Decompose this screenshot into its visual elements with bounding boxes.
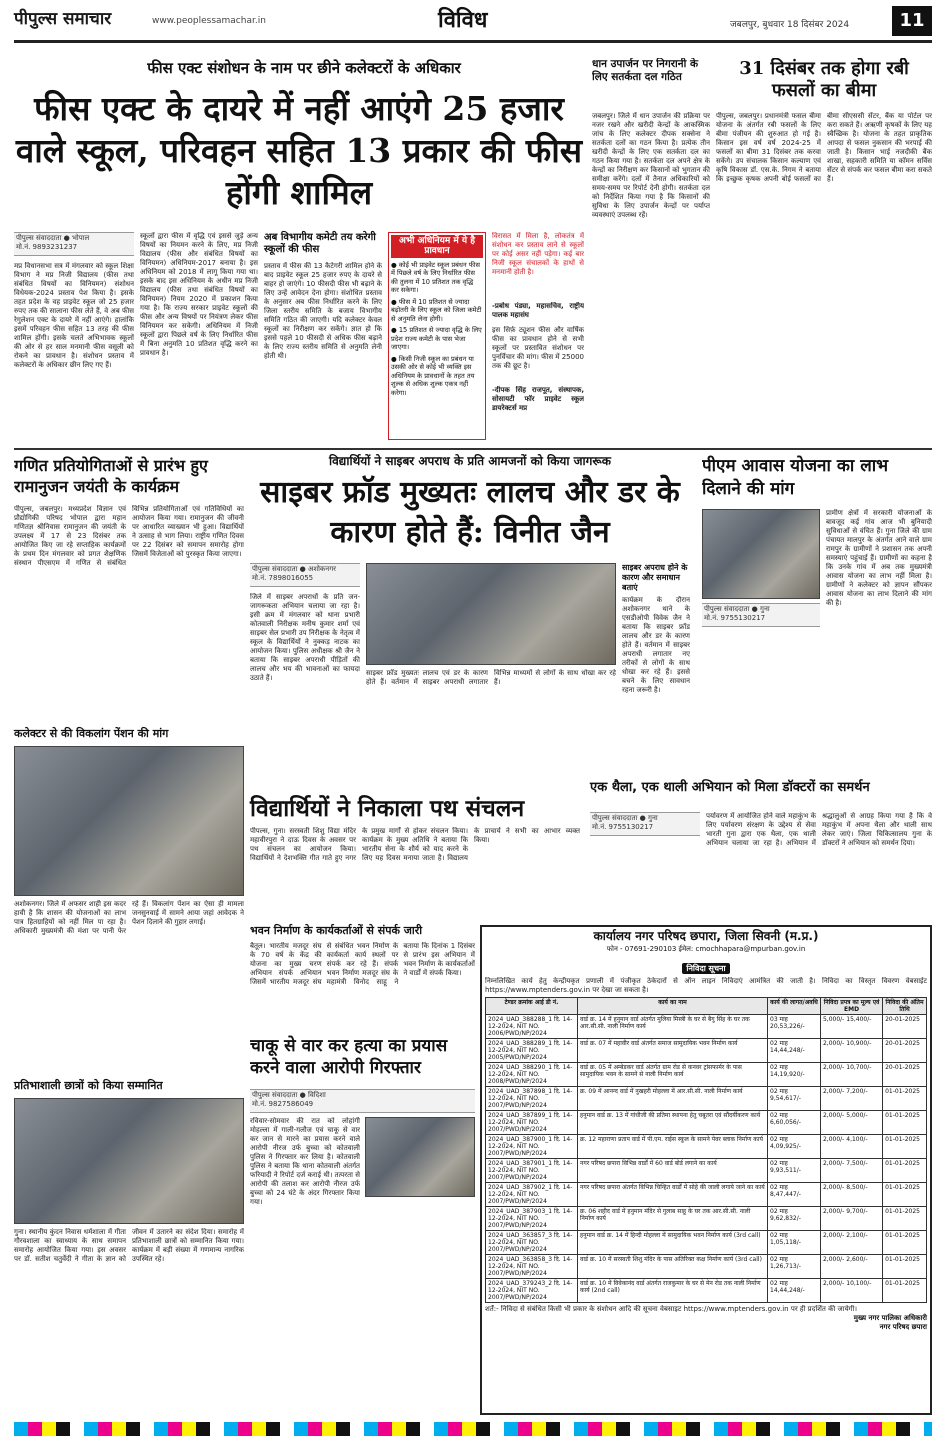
tender-column-header: निविदा प्रपत्र का मूल्य एवं EMD xyxy=(820,997,882,1014)
cyber-headline: साइबर फ्रॉड मुख्यतः लालच और डर के कारण होते हैं: विनीत जैन xyxy=(260,474,680,550)
collector-headline: कलेक्टर से की विकलांग पेंशन की मांग xyxy=(14,727,169,740)
provision-item: ● फीस में 10 प्रतिशत से ज्यादा बढ़ोतरी के लिए स्कूल को जिला कमेटी से अनुमति लेना होगी। xyxy=(391,297,482,323)
tender-cell: 2,000/- 8,500/- xyxy=(820,1182,882,1206)
tender-cell: क्र. 12 महाराणा प्रताप वार्ड में पी.एम. राईस स्कूल के सामने पेवर ब्लाक निर्माण कार्य xyxy=(578,1134,768,1158)
pratibha-text: गुना। स्थानीय कुंदन निवास धर्मशाला में गीता गौरवशाला का स्वाध्याय के साथ समापन समारोह आयोजित किया गया। इस अवसर पर डॉ. सतीश चतुर्वेदी ने गीता के ज्ञान को जीवन में उतारने का संदेश दिया। समारोह में प्रतिभाशाली छात्रों को सम्मानित किया गया। कार्यक्रम में बड़ी संख्या में गणमान्य नागरिक उपस्थित रहे। xyxy=(14,1228,244,1263)
lead-byline xyxy=(14,232,134,256)
tender-notice-title: निविदा सूचना xyxy=(682,963,729,974)
tender-office: कार्यालय नगर परिषद छपारा, जिला सिवनी (म.प्र.) xyxy=(593,929,819,943)
chaku-headline: चाकू से वार कर हत्या का प्रयास करने वाला आरोपी गिरफ्तार xyxy=(250,1036,448,1078)
byline-text: पीपुल्स संवाददाता ● गुना xyxy=(704,605,770,613)
ganit-text: पीपुल्स, जबलपुर। मध्यप्रदेश विज्ञान एवं प्रौद्योगिकी परिषद भोपाल द्वारा महान गणितज्ञ श्रीनिवास रामानुजन की जयंती के उपलक्ष्य में 17 से 23 दिसंबर तक आयोजित किए जा रहे सप्ताहिक कार्यक्रमों के प्रथम दिन मंगलवार को प्रगत शैक्षणिक संस्थान पीएसएम में गणित से संबंधित विभिन्न प्रतियोगिताओं एवं गतिविधियों का आयोजन किया गया। रामानुजन की जीवनी पर आधारित व्याख्यान भी हुआ। विद्यार्थियों ने उत्साह से भाग लिया। राष्ट्रीय गणित दिवस पर 22 दिसंबर को समापन समारोह होगा जिसमें विजेताओं को पुरस्कृत किया जाएगा। xyxy=(14,505,244,567)
lead-kicker: फीस एक्ट संशोधन के नाम पर छीने कलेक्टरों के अधिकार xyxy=(147,59,461,77)
tender-cell: 01-01-2025 xyxy=(883,1134,927,1158)
pm-text: प्रामीण क्षेत्रों में सरकारी योजनाओं के बावजूद कई गांव आज भी बुनियादी सुविधाओं से वंचित हैं। गुना जिले की ग्राम पंचायत मालपुर के अंतर्गत आने वाले ग्राम रामपुर के ग्रामीणों ने प्रशासन तक अपनी समस्याएं पहुंचाई हैं। ग्रामीणों का कहना है कि उनके गांव में अब तक मुख्यमंत्री आवास योजना का लाभ नहीं मिला है। ग्रामीणों ने कलेक्टर को ज्ञापन सौंपकर आवास योजना का लाभ दिलाने की मांग की है। xyxy=(826,509,932,607)
cyber-caption: साइबर फ्रॉड मुख्यतः लालच एवं डर के कारण होते हैं। वर्तमान में साइबर अपराधी लगातार विभिन्न माध्यमों से लोगों के साथ धोखा कर रहे हैं। xyxy=(366,669,616,686)
tender-cell: 2024_UAD_387901_1 दि. 14-12-2024, NIT NO. 2007/PWD/NP/2024 xyxy=(486,1158,578,1182)
chaku-text: रविवार-सोमवार की रात को लोहांगी मोहल्ला में गाली-गलौज एवं चाकू से वार कर जान से मारने का प्रयास करने वाले आरोपी नीरज उर्फ बुच्चा को कोतवाली पुलिस ने गिरफ्तार कर लिया है। कोतवाली पुलिस ने बताया कि थाना कोतवाली अंतर्गत फरियादी ने रिपोर्ट दर्ज कराई थी। तत्परता से आरोपी की तलाश कर आरोपी नीरज उर्फ बुच्चा को 24 घंटे के अंदर गिरफ्तार किया गया। xyxy=(250,1117,360,1206)
tender-row xyxy=(486,1014,927,1038)
lead-col3: प्रस्ताव में फीस की 13 कैटेगरी शामिल होने के बाद प्राइवेट स्कूल 25 हजार रुपए के दायरे से बाहर हो जाएंगे। 10 फीसदी फीस भी बढ़ाने के लिए उन्हें आवेदन देना होगा। संशोधित प्रस्ताव के अनुसार अब फीस निर्धारित करने के लिए जिला स्तरीय समिति के बजाय विभागीय समिति गठित की जाएगी। यदि कलेक्टर केवल स्कूलों का निरीक्षण कर सकेंगे। ज्ञात हो कि इससे पहले 10 फीसदी से अधिक फीस बढ़ाने के लिए राज्य स्तरीय समिति से अनुमति लेनी होती थी। xyxy=(264,262,382,360)
path-text: पीपल्स, गुना। सरस्वती शिशु विद्या मंदिर महावीरपुरा ने दाऊ दिवस के अवसर पर पथ संचलन का आयोजन किया। विद्यार्थियों ने देशभक्ति गीत गाते हुए नगर के प्रमुख मार्गों से होकर संचलन किया। कार्यक्रम के मुख्य अतिथि ने बताया कि भारतीय सेना के शौर्य को याद करने के लिए यह दिवस मनाया जाता है। विद्यालय के प्राचार्य ने सभी का आभार व्यक्त किया। xyxy=(250,827,580,862)
byline-text: पीपुल्स संवाददाता ● गुना xyxy=(592,814,658,822)
tender-cell: 2024_UAD_388288_1 दि. 14-12-2024, NIT NO. 2006/PWD/NP/2024 xyxy=(486,1014,578,1038)
tender-cell: 02 माह 9,93,511/- xyxy=(768,1158,821,1182)
tender-column-header: कार्य का नाम xyxy=(578,997,768,1014)
tender-notice xyxy=(480,925,932,1415)
tender-row xyxy=(486,1230,927,1254)
provisions-title: अभी अधिनियम में ये है प्रावधान xyxy=(391,235,483,258)
tender-row xyxy=(486,1158,927,1182)
tender-cell: वार्ड क्र. 05 में अम्बेडकर वार्ड अंतर्गत ग्राम रोड से कनवर ट्रांसफार्मर के पास सामुदायिक भवन के सामने से नाली निर्माण कार्य xyxy=(578,1062,768,1086)
dateline: जबलपुर, बुधवार 18 दिसंबर 2024 xyxy=(730,20,850,30)
cyber-story xyxy=(250,455,690,785)
collector-photo xyxy=(14,746,244,896)
masthead-rule xyxy=(14,40,932,43)
collector-story xyxy=(14,728,244,968)
bhawan-headline: भवन निर्माण के कार्यकर्ताओं से संपर्क जारी xyxy=(250,924,423,937)
rabi-headline: 31 दिसंबर तक होगा रबी फसलों का बीमा xyxy=(739,58,909,101)
byline-phone: मो.नं. 9755130217 xyxy=(704,614,766,622)
lead-col3-head: अब विभागीय कमेटी तय करेगी स्कूलों की फीस xyxy=(264,232,376,255)
tender-cell: 02 माह 9,54,617/- xyxy=(768,1086,821,1110)
tender-body xyxy=(486,1014,927,1302)
tender-cell: 02 माह 14,19,920/- xyxy=(768,1062,821,1086)
tender-cell: 2024_UAD_387902_1 दि. 14-12-2024, NIT NO. 2007/PWD/NP/2024 xyxy=(486,1182,578,1206)
provisions-list xyxy=(391,261,483,431)
tender-cell: 2024_UAD_388290_1 दि. 14-12-2024, NIT NO. 2008/PWD/NP/2024 xyxy=(486,1062,578,1086)
bhawan-text: बैतूल। भारतीय मजदूर संघ के 70 वर्ष के केंद्र की योजना का मुख्य चरण अभियान संपर्क अभियान जिसमें भारतीय मजदूर संघ से संबंधित भवन निर्माण के कार्यकर्ता कार्य स्थलों पर संपर्क कर रहे हैं। संपर्क भवन निर्माण मजदूर संघ के महामंत्री विनोद साहू ने बताया कि दिनांक 1 दिसंबर से प्रारंभ इस अभियान में भवन निर्माण के कार्यकर्ताओं ने वार्डों में संपर्क किया। xyxy=(250,941,475,986)
cyber-kicker: विद्यार्थियों ने साइबर अपराध के प्रति आमजनों को किया जागरूक xyxy=(329,454,611,468)
tender-cell: 20-01-2025 xyxy=(883,1038,927,1062)
chaku-story xyxy=(250,1035,475,1415)
tender-cell: हनुमान वार्ड क्र. 13 में गांधीजी की प्रतिमा स्थापना हेतु चबूतरा एवं सौंदर्यीकरण कार्य xyxy=(578,1110,768,1134)
tender-row xyxy=(486,1254,927,1278)
tender-cell: वार्ड क्र. 14 में हनुमान वार्ड अंतर्गत मुलिया मिस्त्री के घर से बैगु सिंह के घर तक आर.सी.सी. नाली निर्माण कार्य xyxy=(578,1014,768,1038)
tender-column-header: टेण्डर क्रमांक आई डी नं. xyxy=(486,997,578,1014)
quote-2: इस सिर्फ़ ट्यूशन फीस और वार्षिक फीस का प्रावधान होने से सभी स्कूलों पर प्रस्तावित संशोधन पर पुनर्विचार की मांग। फीस में 25000 तक की छूट है। xyxy=(492,326,584,370)
tender-row xyxy=(486,1278,927,1302)
tender-row xyxy=(486,1206,927,1230)
tender-cell: क्र. 09 में आनन्द वार्ड में नुखहरी मोहल्ला में आर.सी.सी. नाली निर्माण कार्य xyxy=(578,1086,768,1110)
registration-mark xyxy=(14,1422,932,1436)
tender-row xyxy=(486,1182,927,1206)
divider xyxy=(14,448,932,450)
tender-column-header: कार्य की लागत/अवधि xyxy=(768,997,821,1014)
dhan-text: जबलपुर। जिले में धान उपार्जन की प्रक्रिया पर नजर रखने और खरीदी केन्द्रों के आकस्मिक जांच के लिए कलेक्टर दीपक सक्सेना ने सतर्कता दलों का गठन किया है। प्रत्येक तीन खरीदी केन्द्रों के लिए एक सतर्कता दल का गठन किया गया है। सतर्कता दल अपने क्षेत्र के केन्द्रों का निरीक्षण कर किसानों को भुगतान की समीक्षा करेंगे। दलों में तैनात अधिकारियों को समय-समय पर रिपोर्ट देनी होगी। सतर्कता दल को निर्देशित किया गया है कि किसानों की सुविधा के लिए उपार्जन केन्द्रों पर पर्याप्त व्यवस्थाएं उपलब्ध रहें। xyxy=(592,112,710,219)
tender-row xyxy=(486,1134,927,1158)
ganit-headline: गणित प्रतियोगिताओं से प्रारंभ हुए रामानुजन जयंती के कार्यक्रम xyxy=(14,456,208,496)
tender-row xyxy=(486,1110,927,1134)
tender-cell: 03 माह 20,53,226/- xyxy=(768,1014,821,1038)
bhawan-story xyxy=(250,925,475,1025)
tender-cell: 2,000/- 7,500/- xyxy=(820,1158,882,1182)
tender-cell: वार्ड क्र. 07 में महावीर वार्ड अंतर्गत समाज सामुदायिक भवन निर्माण कार्य xyxy=(578,1038,768,1062)
cyber-byline xyxy=(250,563,360,587)
tender-cell: 01-01-2025 xyxy=(883,1230,927,1254)
tender-cell: 02 माह 1,05,118/- xyxy=(768,1230,821,1254)
pratibha-headline: प्रतिभाशाली छात्रों को किया सम्मानित xyxy=(14,1079,163,1092)
tender-contact[interactable]: फोन - 07691-290103 ईमेल: cmochhapara@mpurban.gov.in xyxy=(606,944,806,953)
tender-cell: वार्ड क्र. 10 में सरस्वती शिशु मंदिर के पास अतिरिक्त कक्ष निर्माण कार्य (3rd call) xyxy=(578,1254,768,1278)
tender-cell: 2024_UAD_387898_1 दि. 14-12-2024, NIT NO. 2007/PWD/NP/2024 xyxy=(486,1086,578,1110)
lead-story xyxy=(14,50,584,442)
byline-phone: मो.नं. 9755130217 xyxy=(592,823,654,831)
pm-byline xyxy=(702,603,820,627)
rabi-text: पीपुल्स, जबलपुर। प्रधानमंत्री फसल बीमा योजना के अंतर्गत रबी फसलों के लिए बीमा पंजीयन की शुरुआत हो गई है। किसान इस वर्ष वर्ष 2024-25 में फसलों का बीमा 31 दिसंबर तक करवा सकेंगे। उप संचालक किसान कल्याण एवं कृषि विकास डॉ. एस.के. निगम ने बताया कि इच्छुक कृषक अपनी बोई फसलों का बीमा सीएससी सेंटर, बैंक या पोर्टल पर करा सकते हैं। अऋणी कृषकों के लिए यह स्वैच्छिक है। योजना के तहत प्राकृतिक आपदा से फसल नुकसान की भरपाई की जाती है। किसान भाई नजदीकी बैंक शाखा, सहकारी समिति या कॉमन सर्विस सेंटर से संपर्क कर फसल बीमा करा सकते हैं। xyxy=(716,112,932,183)
tender-cell: 02 माह 6,60,056/- xyxy=(768,1110,821,1134)
path-headline: विद्यार्थियों ने निकाला पथ संचलन xyxy=(250,795,525,822)
quote-1-by: -प्रबोध पंड्या, महासचिव, राष्ट्रीय पालक महासंघ xyxy=(492,302,584,319)
doctors-story xyxy=(590,780,932,915)
tender-cell: 2,000/- 2,100/- xyxy=(820,1230,882,1254)
tender-row xyxy=(486,1086,927,1110)
tender-cell: 2024_UAD_387903_1 दि. 14-12-2024, NIT NO. 2007/PWD/NP/2024 xyxy=(486,1206,578,1230)
quote-2-by: -दीपक सिंह राजपूत, संस्थापक, सोसायटी फॉर प्राइवेट स्कूल डायरेक्टर्स मप्र xyxy=(492,386,584,412)
cyber-text: जिले में साइबर अपराधों के प्रति जन-जागरूकता अभियान चलाया जा रहा है। इसी क्रम में मंगलवार को थाना प्रभारी कोतवाली निरीक्षक मनीष कुमार शर्मा एवं साइबर सेल प्रभारी उप निरीक्षक के नेतृत्व में स्कूल के विद्यार्थियों ने नुक्कड़ नाटक का आयोजन किया। पुलिस अधीक्षक श्री जैन ने बताया कि साइबर अपराधी पीड़ितों की लालच और भय की भावनाओं का फायदा उठाते हैं। xyxy=(250,593,360,682)
tender-cell: 2,000/- 2,600/- xyxy=(820,1254,882,1278)
tender-intro: निम्नलिखित कार्य हेतु केन्द्रीयकृत प्रणाली में पंजीकृत ठेकेदारों से ऑन लाइन निविदाएं आमंत्रित की जाती है। निविदा का विस्तृत विवरण वेबसाईट https://www.mptenders.gov.in पर देखा जा सकता है। xyxy=(485,976,927,994)
website[interactable]: www.peoplessamachar.in xyxy=(152,16,266,26)
tender-cell: 5,000/- 15,400/- xyxy=(820,1014,882,1038)
lead-col2: स्कूलों द्वारा फीस में वृद्धि एवं इससे जुड़े अन्य विषयों का नियमन करने के लिए, मप्र निजी विद्यालय (फीस और संबंधित विषयों का विनियमन) अधिनियम-2017 बनाया है। इस अधिनियम को 2018 में लागू किया गया था। इसके बाद इस अधिनियम के अधीन मप्र निजी विद्यालय (फीस तथा संबंधित विषयों का विनियमन) नियम 2020 में प्रकाशन किया गया है। कि राज्य सरकार प्राइवेट स्कूलों की फीस और अन्य विषयों पर नियंत्रण लेकर फीस विनियमन कर सकेगी। अधिनियम में निजी स्कूलों द्वारा पिछले वर्ष के लिए निर्धारित फीस में बिना अनुमति 10 प्रतिशत वृद्धि करने का प्रावधान है। xyxy=(140,232,258,357)
tender-table xyxy=(485,997,927,1303)
dhan-headline: धान उपार्जन पर निगरानी के लिए सतर्कता दल गठित xyxy=(592,58,699,83)
tender-cell: 01-01-2025 xyxy=(883,1206,927,1230)
byline-phone: मो.नं. 9827586049 xyxy=(252,1100,314,1108)
tender-cell: 02 माह 4,09,925/- xyxy=(768,1134,821,1158)
quote-box xyxy=(492,232,584,440)
tender-cell: 02 माह 1,26,713/- xyxy=(768,1254,821,1278)
tender-cell: 01-01-2025 xyxy=(883,1158,927,1182)
tender-cell: 2,000/- 9,700/- xyxy=(820,1206,882,1230)
tender-cell: वार्ड क्र. 10 में विवेकानंद वार्ड अंतर्गत राजकुमार के घर से मेन रोड तक नाली निर्माण कार्य (2nd call) xyxy=(578,1278,768,1302)
doctors-text: पर्यावरण में आयोजित होने वाले महाकुंभ के लिए पर्यावरण संरक्षण के उद्देश्य से सेवा भारती गुना द्वारा एक थैला, एक थाली अभियान चलाया जा रहा है। अभियान में श्रद्धालुओं से आग्रह किया गया है कि वे महाकुंभ में अपना थैला और थाली साथ लेकर जाएं। जिला चिकित्सालय गुना के डॉक्टरों ने अभियान को समर्थन दिया। xyxy=(706,812,932,847)
masthead xyxy=(0,0,945,46)
tender-cell: 02 माह 8,47,447/- xyxy=(768,1182,821,1206)
chaku-photo xyxy=(365,1117,475,1197)
registration-bar xyxy=(14,1422,932,1436)
tender-cell: 2024_UAD_387899_1 दि. 14-12-2024, NIT NO. 2007/PWD/NP/2024 xyxy=(486,1110,578,1134)
tender-cell: 01-01-2025 xyxy=(883,1086,927,1110)
tender-column-header: निविदा की अंतिम तिथि xyxy=(883,997,927,1014)
tender-cell: 01-01-2025 xyxy=(883,1182,927,1206)
quote-1: विरासत में मिला है, लोकतंत्र में संशोधन कर प्रस्ताव लाने से स्कूलों पर कोई असर नहीं पड़ेगा। कई बार निजी स्कूल संचालकों के हाथों से मनमानी होती है। xyxy=(492,232,584,276)
tender-cell: 2,000/- 10,700/- xyxy=(820,1062,882,1086)
tender-cell: 2,000/- 10,900/- xyxy=(820,1038,882,1062)
path-story xyxy=(250,795,580,915)
tender-cell: 20-01-2025 xyxy=(883,1062,927,1086)
byline-text: पीपुल्स संवाददाता ● भोपाल xyxy=(16,234,90,242)
rabi-story xyxy=(716,58,932,442)
page-number: 11 xyxy=(892,6,932,36)
cyber-side-text: कार्यक्रम के दौरान अशोकनगर थाने के एसडीओपी विवेक जैन ने बताया कि साइबर फ्रॉड लालच और डर के कारण होते हैं। वर्तमान में साइबर अपराधी लगातार नए तरीकों से लोगों के साथ धोखा कर रहे हैं। इससे बचने के लिए सावधान रहना जरूरी है। xyxy=(622,596,690,694)
doctors-headline: एक थैला, एक थाली अभियान को मिला डॉक्टरों का समर्थन xyxy=(590,780,870,795)
tender-cell: 02 माह 14,44,248/- xyxy=(768,1278,821,1302)
tender-cell: 2024_UAD_388289_1 दि. 14-12-2024, NIT NO. 2005/PWD/NP/2024 xyxy=(486,1038,578,1062)
signature-office: नगर परिषद छपारा xyxy=(879,1322,927,1331)
tender-cell: 2024_UAD_363858_3 दि. 14-12-2024, NIT NO. 2007/PWD/NP/2024 xyxy=(486,1254,578,1278)
doctors-byline xyxy=(590,812,700,836)
tender-cell: 20-01-2025 xyxy=(883,1014,927,1038)
tender-cell: 02 माह 9,62,832/- xyxy=(768,1206,821,1230)
provision-item: ● 15 प्रतिशत से ज्यादा वृद्धि के लिए प्रदेश राज्य कमेटी के पास भेजा जाएगा। xyxy=(391,326,482,352)
tender-cell: 2,000/- 5,000/- xyxy=(820,1110,882,1134)
tender-signature xyxy=(485,1314,927,1332)
tender-cell: नगर परिषद छपारा अंतर्गत विभिन्न चिन्हित वार्डों में सोहे की जाली लगाये जाने का कार्य xyxy=(578,1182,768,1206)
tender-cell: 01-01-2025 xyxy=(883,1254,927,1278)
ganit-story xyxy=(14,455,244,725)
tender-cell: 2,000/- 7,200/- xyxy=(820,1086,882,1110)
tender-cell: 01-01-2025 xyxy=(883,1278,927,1302)
pm-headline: पीएम आवास योजना का लाभ दिलाने की मांग xyxy=(702,456,889,499)
byline-text: पीपुल्स संवाददाता ● विदिशा xyxy=(252,1091,326,1099)
collector-text: अशोकनगर। जिले में अफसर शाही इस कदर हावी है कि शासन की योजनाओं का लाभ पात्र हितग्राहियों को नहीं मिल पा रहा है। अधिकारी मुख्यमंत्री की मंशा पर पानी फेर रहे हैं। विकलांग पेंशन का ऐसा ही मामला जनसुनवाई में सामने आया जहां आवेदक ने पेंशन दिलाने की गुहार लगाई। xyxy=(14,900,244,935)
paper-name: पीपुल्स समाचार xyxy=(14,9,112,29)
provision-item: ● कोई भी प्राइवेट स्कूल प्रबंधन फीस में पिछले वर्ष के लिए निर्धारित फीस की तुलना में 10 प्रतिशत तक वृद्धि कर सकेगा। xyxy=(391,260,480,295)
provision-item: ● किसी निजी स्कूल का प्रबंधन या उसकी ओर से कोई भी व्यक्ति इस अधिनियम के प्रावधानों के तहत तय शुल्क से अधिक शुल्क एकत्र नहीं करेगा। xyxy=(391,354,475,397)
cyber-photo xyxy=(366,563,616,665)
tender-row xyxy=(486,1038,927,1062)
tender-cell: 01-01-2025 xyxy=(883,1110,927,1134)
cyber-side-head: साइबर अपराध होने के कारण और समाधान बताएं xyxy=(622,563,688,592)
tender-row xyxy=(486,1062,927,1086)
tender-cell: 2,000/- 10,100/- xyxy=(820,1278,882,1302)
lead-headline: फीस एक्ट के दायरे में नहीं आएंगे 25 हजार वाले स्कूल, परिवहन सहित 13 प्रकार की फीस होंगी शामिल xyxy=(15,89,583,212)
pm-story xyxy=(702,455,932,775)
byline-phone: मो.नं. 7898016055 xyxy=(252,574,314,582)
pm-photo xyxy=(702,509,820,599)
tender-cell: 2,000/- 4,100/- xyxy=(820,1134,882,1158)
tender-cell: हनुमान वार्ड क्र. 14 में हिन्दी मोहल्ला में सामुदायिक भवन निर्माण कार्य (3rd call) xyxy=(578,1230,768,1254)
section-title: विविध xyxy=(438,7,488,33)
tender-cell: क्र. 06 शहीद वार्ड में हनुमान मंदिर से गुलाब साहू के घर तक आर.सी.सी. नाली निर्माण कार्य xyxy=(578,1206,768,1230)
signature-title: मुख्य नगर पालिका अधिकारी xyxy=(853,1313,927,1322)
tender-cell: नगर परिषद छपारा विभिन्न वार्डों में 60 वार्ड बोर्ड लगाने का कार्य xyxy=(578,1158,768,1182)
byline-phone: मो.नं. 9893231237 xyxy=(16,243,78,251)
tender-header-row xyxy=(486,997,927,1014)
dhan-story xyxy=(592,58,710,442)
pratibha-story xyxy=(14,1080,244,1415)
chaku-byline xyxy=(250,1089,475,1113)
byline-text: पीपुल्स संवाददाता ● अशोकनगर xyxy=(252,565,336,573)
pratibha-photo xyxy=(14,1098,244,1224)
provisions-box xyxy=(388,232,486,440)
tender-cell: 02 माह 14,44,248/- xyxy=(768,1038,821,1062)
tender-cell: 2024_UAD_379243_2 दि. 14-12-2024, NIT NO. 2007/PWD/NP/2024 xyxy=(486,1278,578,1302)
lead-col1: मप्र विधानसभा सत्र में मंगलवार को स्कूल शिक्षा विभाग ने मप्र निजी विद्यालय (फीस तथा संबंधित विषयों का विनियमन) संशोधन विधेयक-2024 प्रस्ताव पेश किया है। इसके तहत प्रदेश के वह प्राइवेट स्कूल जो 25 हजार रुपए तक की सालाना फीस लेते हैं, वे अब फीस रेगुलेशन एक्ट के दायरे में नहीं आएंगे। हालांकि इसमें परिवहन फीस सहित 13 तरह की फीस शामिल होंगी। इसके चलते अभिभावक स्कूलों की ओर से हर साल मनमानी फीस वसूली को रोकने का प्रावधान है। संशोधन प्रस्ताव में कलेक्टरों के अधिकार छीन लिए गए हैं। xyxy=(14,262,134,369)
tender-cell: 2024_UAD_387900_1 दि. 14-12-2024, NIT NO. 2007/PWD/NP/2024 xyxy=(486,1134,578,1158)
tender-footer: शर्तें:- निविदा से संबंधित किसी भी प्रकार के संशोधन आदि की सूचना वेबसाइट https://www.mptenders.gov.in पर ही प्रदर्शित की जायेगी। xyxy=(485,1304,858,1313)
cyber-side xyxy=(622,563,690,783)
tender-cell: 2024_UAD_363857_3 दि. 14-12-2024, NIT NO. 2007/PWD/NP/2024 xyxy=(486,1230,578,1254)
